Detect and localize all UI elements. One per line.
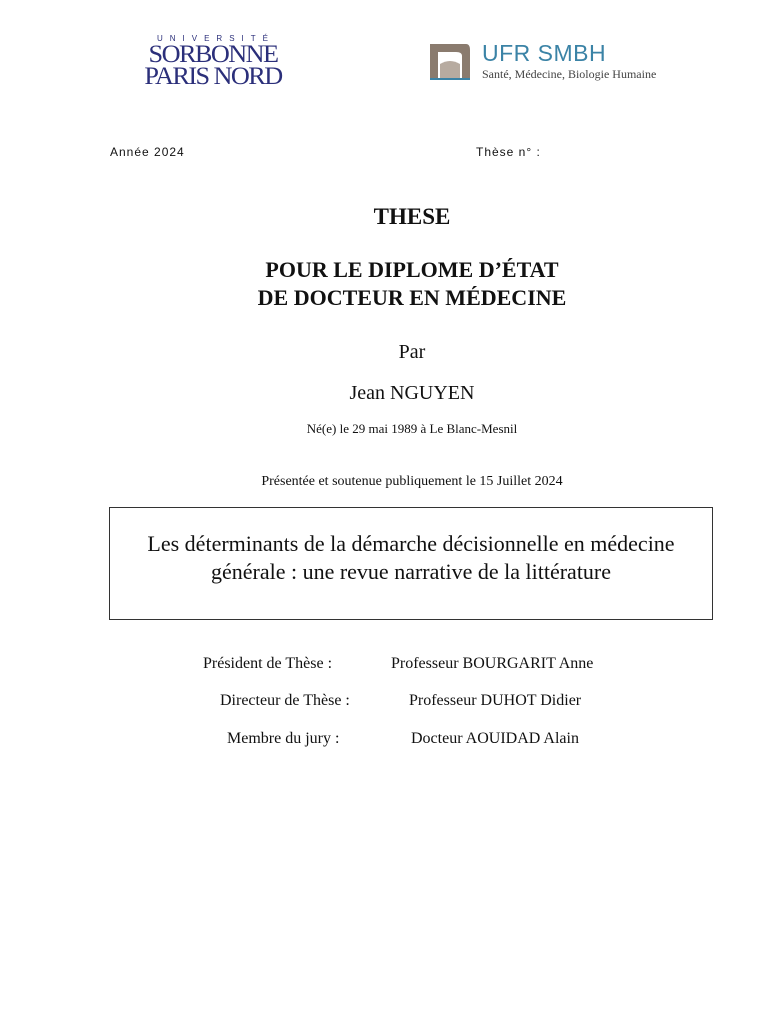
jury-name-president: Professeur BOURGARIT Anne bbox=[391, 655, 594, 672]
jury-name-member: Docteur AOUIDAD Alain bbox=[411, 730, 579, 747]
jury-role-director: Directeur de Thèse : bbox=[220, 692, 350, 709]
thesis-title bbox=[110, 530, 712, 586]
logo-paris-nord-text: PARIS NORD bbox=[144, 63, 282, 90]
thesis-title-line-2: générale : une revue narrative de la littérature bbox=[210, 559, 612, 584]
document-title: THESE bbox=[373, 204, 451, 229]
defense-date: Présentée et soutenue publiquement le 15 Juillet 2024 bbox=[261, 474, 563, 489]
ufr-smbh-logo bbox=[428, 40, 708, 86]
diploma-line-1: POUR LE DIPLOME D’ÉTAT bbox=[265, 257, 559, 282]
sorbonne-paris-nord-logo bbox=[128, 34, 298, 92]
thesis-number-label: Thèse n° : bbox=[476, 145, 541, 159]
year-label: Année 2024 bbox=[110, 145, 185, 159]
ufr-title: UFR SMBH bbox=[482, 40, 607, 66]
birth-info: Né(e) le 29 mai 1989 à Le Blanc-Mesnil bbox=[306, 421, 518, 436]
thesis-title-line-1: Les déterminants de la démarche décisionnelle en médecine bbox=[147, 531, 675, 556]
diploma-heading bbox=[0, 256, 770, 312]
jury-name-director: Professeur DUHOT Didier bbox=[409, 692, 582, 709]
by-label: Par bbox=[398, 341, 426, 363]
author-name: Jean NGUYEN bbox=[349, 382, 475, 404]
ufr-subtitle: Santé, Médecine, Biologie Humaine bbox=[482, 67, 657, 81]
jury-role-president: Président de Thèse : bbox=[203, 655, 333, 672]
ufr-mark-icon bbox=[428, 42, 472, 82]
logo-sorbonne-text: SORBONNE bbox=[148, 41, 278, 68]
diploma-line-2: DE DOCTEUR EN MÉDECINE bbox=[257, 285, 567, 310]
jury-role-member: Membre du jury : bbox=[227, 730, 340, 747]
thesis-title-box bbox=[109, 507, 713, 620]
logo-universite-text: UNIVERSITÉ bbox=[156, 34, 275, 43]
